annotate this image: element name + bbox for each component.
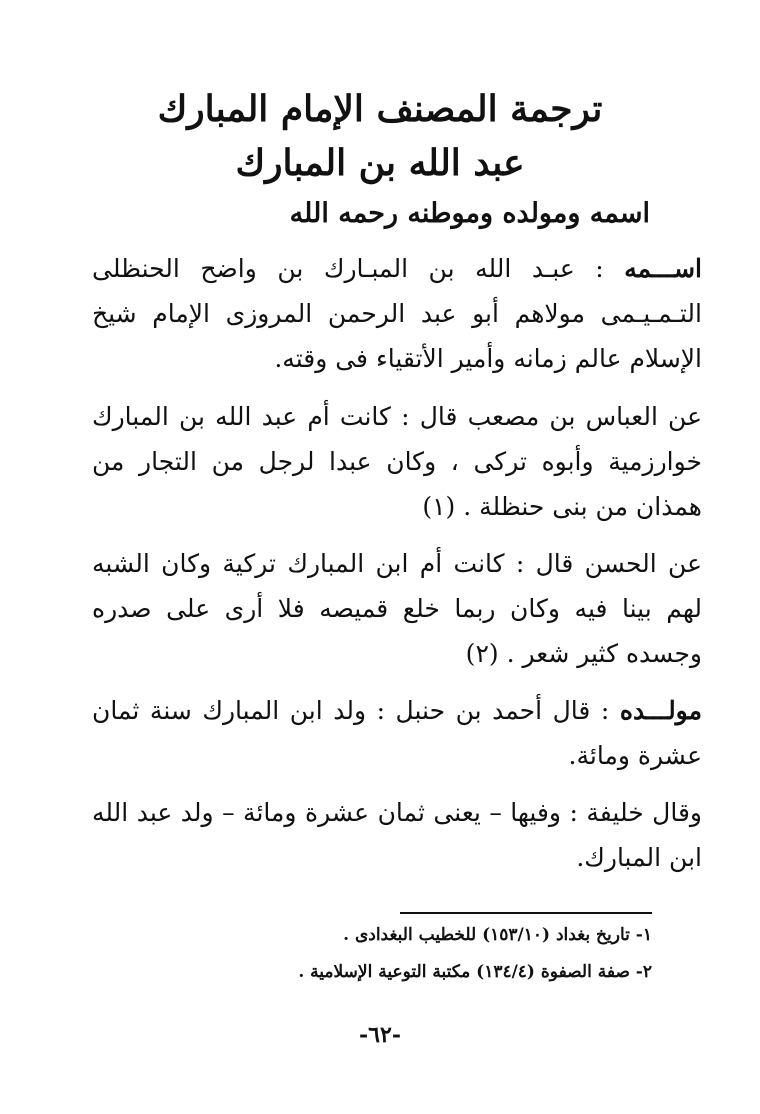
paragraph-text: : عبـد الله بن المبـارك بن واضح الحنظلى التـمـيـمى مولاهم أبو عبد الرحمن المروزى الإمام شيخ الإسلام عالم زمانه وأمير الأتقياء فى وقته. — [92, 254, 702, 373]
paragraph-name — [92, 246, 702, 381]
footnote-1: ١- تاريخ بغداد (١٥٣/١٠) للخطيب البغدادى . — [343, 925, 652, 945]
page-title: ترجمة المصنف الإمام المبارك — [157, 88, 603, 130]
paragraph-birth-year — [92, 790, 702, 880]
paragraph-label: اســـمه — [624, 254, 703, 283]
paragraph-birth — [92, 688, 702, 778]
paragraph-text: عن الحسن قال : كانت أم ابن المبارك تركية وكان الشبه لهم بينا فيه وكان ربما خلع قميصه فلا أرى على صدره وجسده كثير شعر . (٢) — [92, 549, 702, 668]
footnote-divider — [400, 912, 652, 914]
footnote-2: ٢- صفة الصفوة (١٣٤/٤) مكتبة التوعية الإسلامية . — [298, 962, 652, 982]
paragraph-text: وقال خليفة : وفيها – يعنى ثمان عشرة ومائة – ولد عبد الله ابن المبارك. — [92, 798, 702, 872]
paragraph-mother-origin — [92, 394, 702, 529]
page-subtitle: عبد الله بن المبارك — [235, 142, 525, 184]
page-number: -٦٢- — [359, 1022, 401, 1048]
paragraph-appearance — [92, 541, 702, 676]
paragraph-text: عن العباس بن مصعب قال : كانت أم عبد الله بن المبارك خوارزمية وأبوه تركى ، وكان عبدا لرجل من التجار من همذان من بنى حنظلة . (١) — [92, 402, 702, 521]
paragraph-text: : قال أحمد بن حنبل : ولد ابن المبارك سنة ثمان عشرة ومائة. — [92, 696, 702, 770]
paragraph-label: مولـــده — [619, 696, 702, 725]
section-heading: اسمه ومولده وموطنه رحمه الله — [289, 198, 650, 229]
